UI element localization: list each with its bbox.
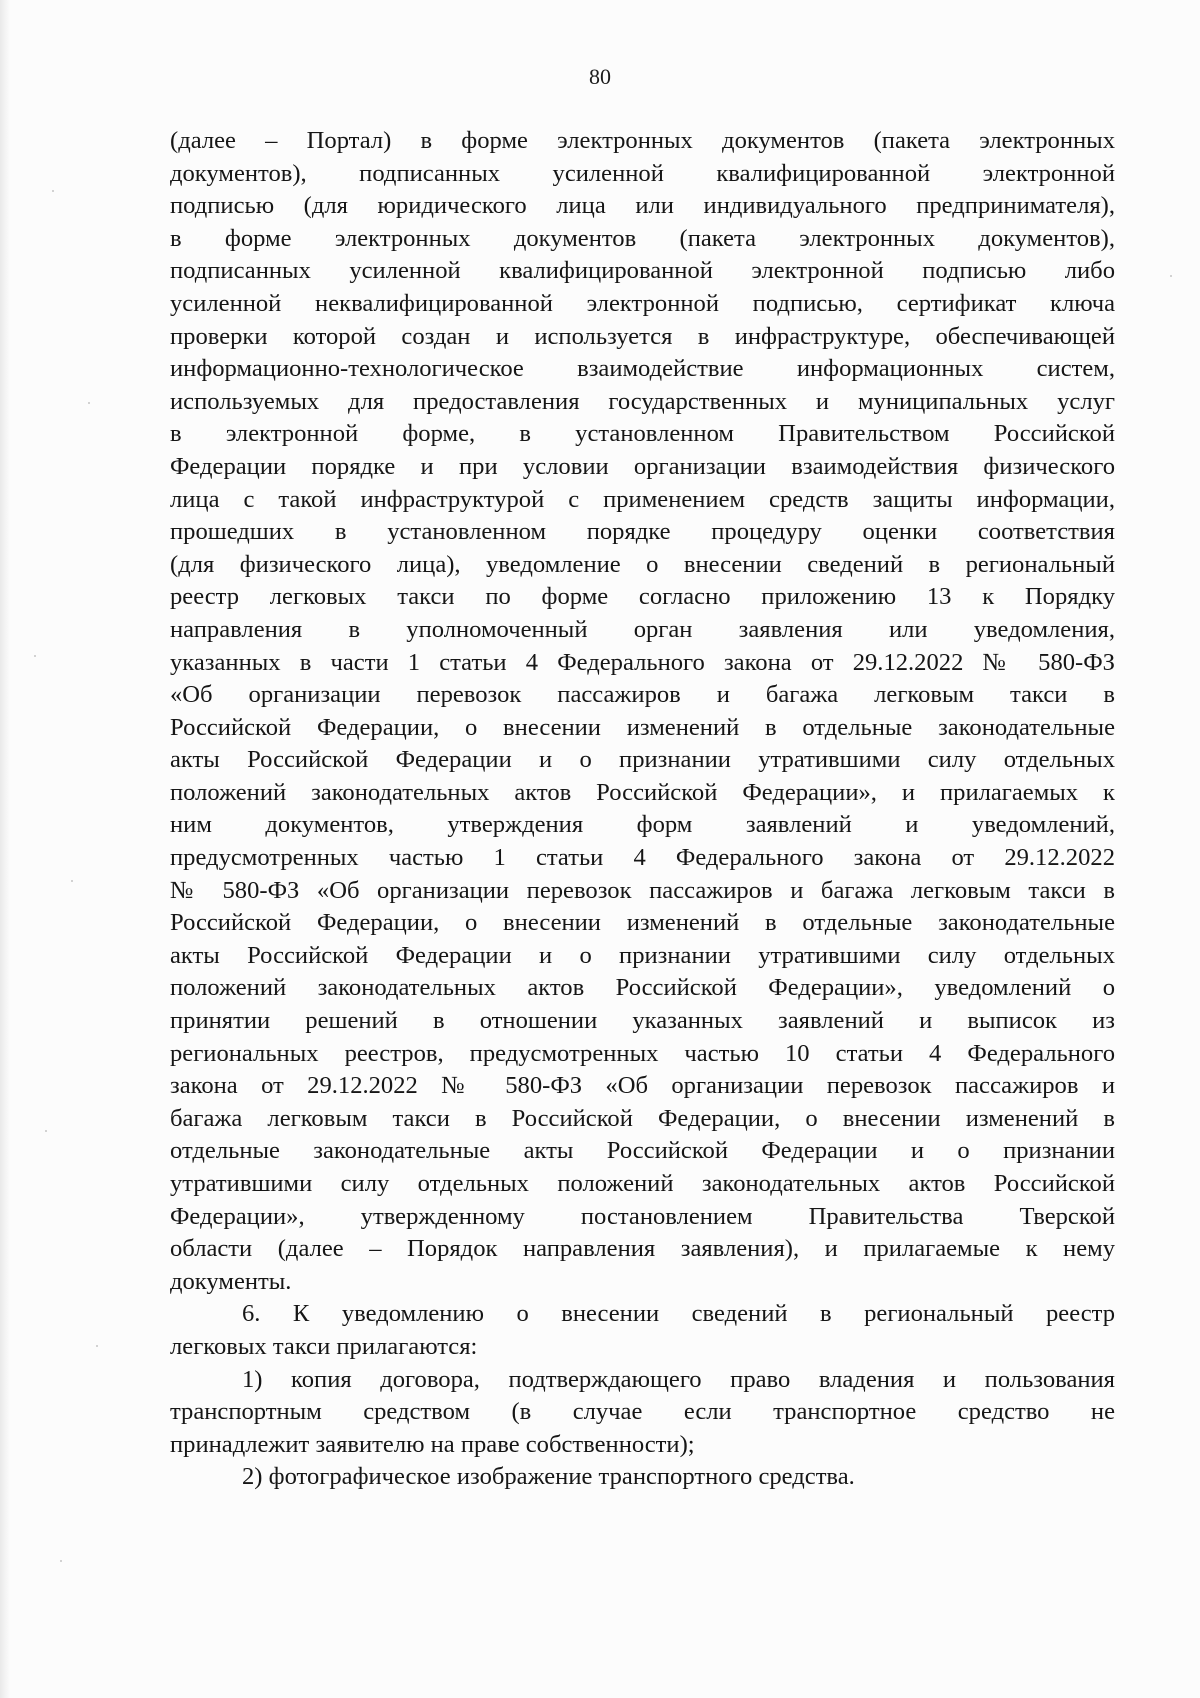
scan-edge-shadow — [0, 0, 10, 1698]
text-line: № 580-ФЗ «Об организации перевозок пассажиров и багажа легковым такси в — [170, 876, 1115, 904]
text-line: акты Российской Федерации и о признании утратившими силу отдельных — [170, 941, 1115, 969]
text-line: указанных в части 1 статьи 4 Федерального закона от 29.12.2022 № 580-ФЗ — [170, 648, 1115, 676]
text-line: Российской Федерации, о внесении изменений в отдельные законодательные — [170, 713, 1115, 741]
scan-speck — [71, 880, 73, 882]
text-line: (далее – Портал) в форме электронных документов (пакета электронных — [170, 127, 1115, 154]
text-line: в форме электронных документов (пакета электронных документов), — [170, 224, 1115, 252]
text-line: положений законодательных актов Российской Федерации», и прилагаемых к — [170, 778, 1115, 806]
text-line: реестр легковых такси по форме согласно приложению 13 к Порядку — [170, 583, 1115, 611]
text-line: 1) копия договора, подтверждающего право владения и пользования — [242, 1365, 1115, 1393]
paragraph-subitem-2 — [170, 1461, 1115, 1494]
text-line: региональных реестров, предусмотренных частью 10 статьи 4 Федерального — [170, 1039, 1115, 1067]
text-line: легковых такси прилагаются: — [170, 1332, 478, 1360]
text-line: усиленной неквалифицированной электронной подписью, сертификат ключа — [170, 289, 1115, 317]
document-body — [170, 125, 1115, 1494]
text-line: (для физического лица), уведомление о внесении сведений в региональный — [170, 550, 1115, 578]
text-line: предусмотренных частью 1 статьи 4 Федерального закона от 29.12.2022 — [170, 844, 1115, 872]
scan-speck — [34, 655, 36, 657]
text-line: Федерации», утвержденному постановлением Правительства Тверской — [170, 1202, 1115, 1230]
text-line: информационно-технологическое взаимодействие информационных систем, — [170, 355, 1115, 383]
scan-speck — [45, 1130, 47, 1132]
text-line: ним документов, утверждения форм заявлений и уведомлений, — [170, 811, 1115, 839]
text-line: отдельные законодательные акты Российской Федерации и о признании — [170, 1137, 1115, 1165]
text-line: лица с такой инфраструктурой с применением средств защиты информации, — [170, 485, 1115, 513]
text-line: багажа легковым такси в Российской Федерации, о внесении изменений в — [170, 1104, 1115, 1132]
text-line: 6. К уведомлению о внесении сведений в региональный реестр — [242, 1300, 1115, 1328]
text-line: принадлежит заявителю на праве собственности); — [170, 1430, 695, 1458]
text-line: области (далее – Порядок направления заявления), и прилагаемые к нему — [170, 1235, 1115, 1263]
scan-speck — [96, 1345, 98, 1347]
text-line: 2) фотографическое изображение транспортного средства. — [242, 1463, 855, 1491]
text-line: подписанных усиленной квалифицированной электронной подписью либо — [170, 257, 1115, 285]
text-line: проверки которой создан и используется в инфраструктуре, обеспечивающей — [170, 322, 1115, 350]
text-line: Российской Федерации, о внесении изменений в отдельные законодательные — [170, 909, 1115, 937]
paragraph-subitem-1 — [170, 1364, 1115, 1462]
text-line: закона от 29.12.2022 № 580-ФЗ «Об организации перевозок пассажиров и — [170, 1072, 1115, 1100]
scan-speck — [60, 1560, 62, 1562]
text-line: прошедших в установленном порядке процедуру оценки соответствия — [170, 518, 1115, 546]
text-line: «Об организации перевозок пассажиров и багажа легковым такси в — [170, 681, 1115, 709]
text-line: используемых для предоставления государственных и муниципальных услуг — [170, 387, 1115, 415]
page-number: 80 — [589, 64, 611, 89]
paragraph-item-6 — [170, 1298, 1115, 1363]
scan-speck — [52, 190, 54, 192]
text-line: транспортным средством (в случае если транспортное средство не — [170, 1398, 1115, 1426]
text-line: акты Российской Федерации и о признании утратившими силу отдельных — [170, 746, 1115, 774]
paragraph-portal-submission — [170, 125, 1115, 1298]
text-line: Федерации порядке и при условии организации взаимодействия физического — [170, 452, 1115, 480]
text-line: документы. — [170, 1267, 292, 1295]
text-line: утратившими силу отдельных положений законодательных актов Российской — [170, 1170, 1115, 1197]
scan-speck — [1170, 275, 1172, 277]
scan-speck — [88, 402, 90, 404]
text-line: подписью (для юридического лица или индивидуального предпринимателя), — [170, 192, 1115, 220]
text-line: в электронной форме, в установленном Правительством Российской — [170, 420, 1115, 448]
text-line: положений законодательных актов Российской Федерации», уведомлений о — [170, 974, 1115, 1002]
text-line: принятии решений в отношении указанных заявлений и выписок из — [170, 1007, 1115, 1035]
text-line: документов), подписанных усиленной квалифицированной электронной — [170, 159, 1115, 187]
text-line: направления в уполномоченный орган заявления или уведомления, — [170, 615, 1115, 643]
